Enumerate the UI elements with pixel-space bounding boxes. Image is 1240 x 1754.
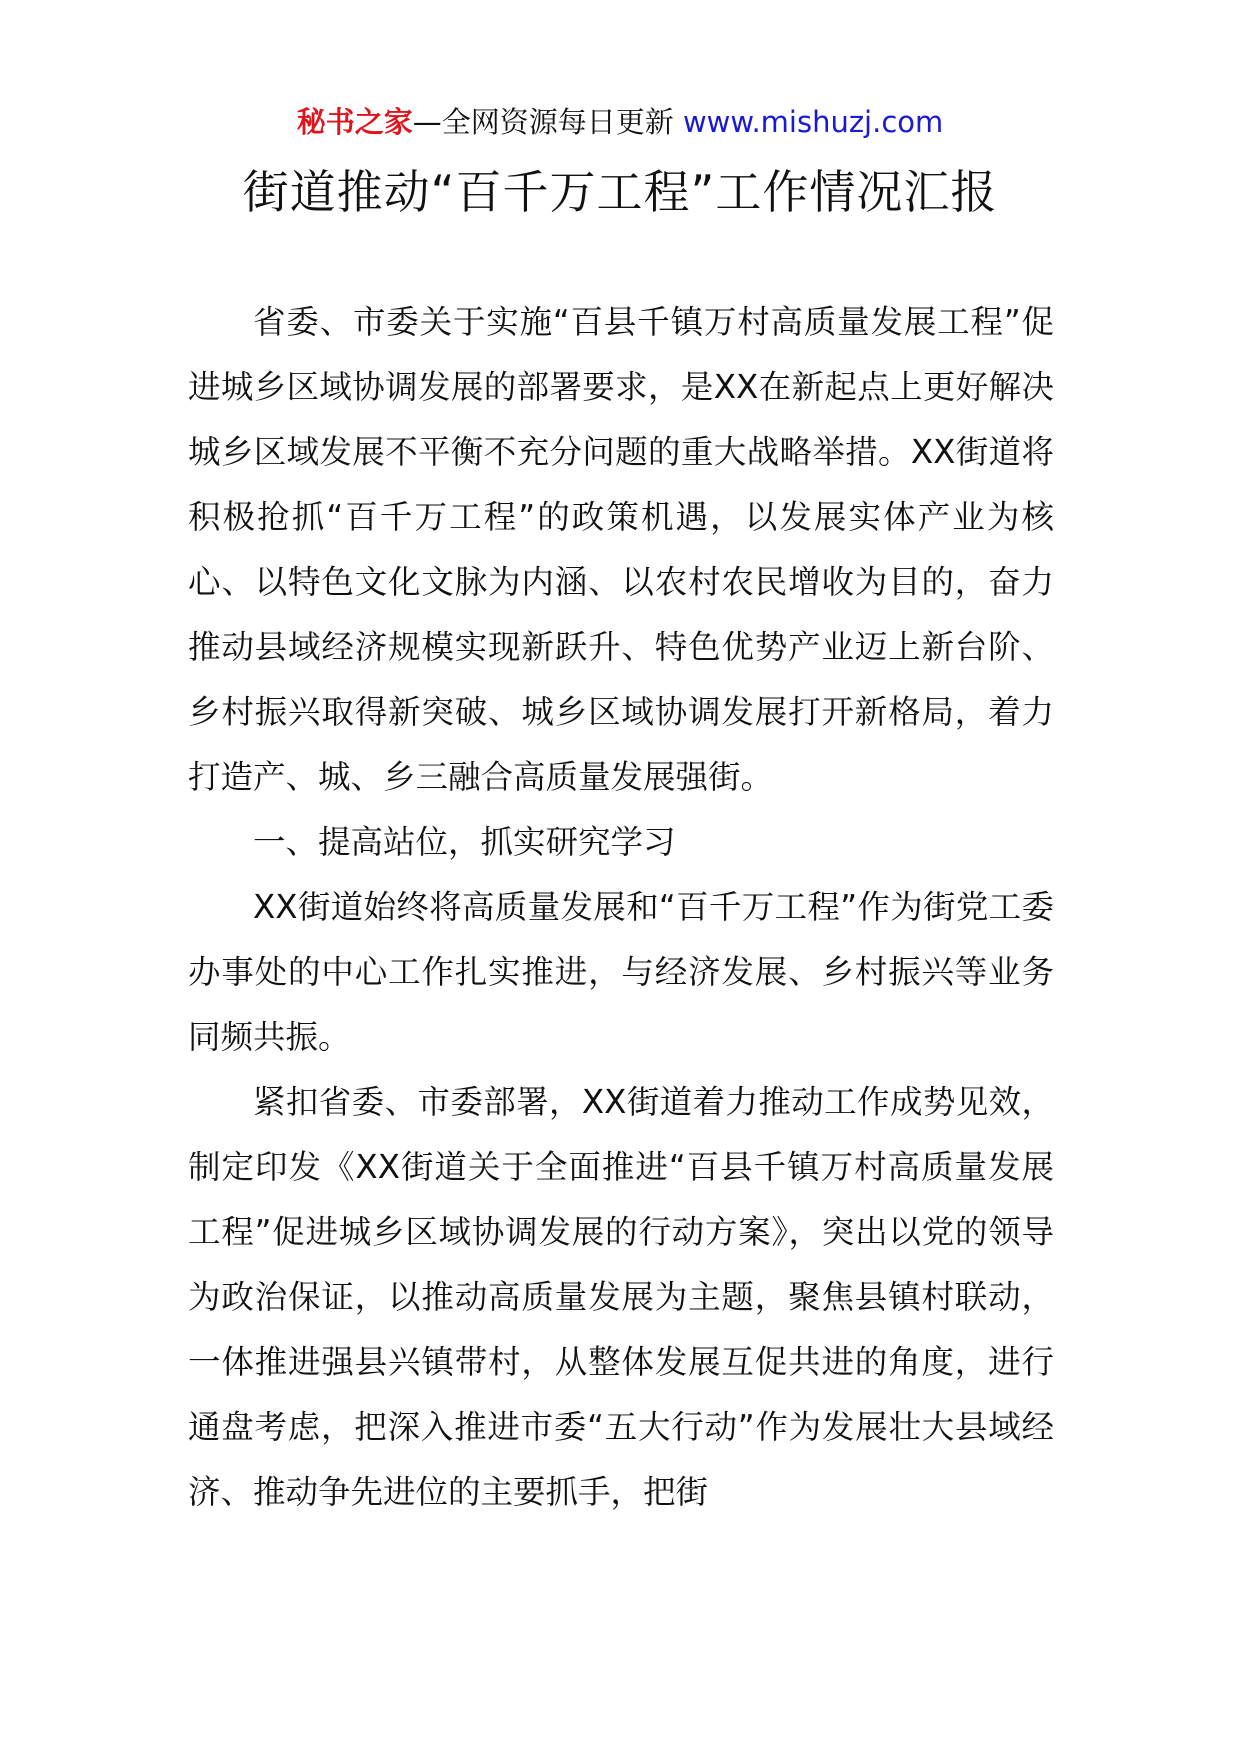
site-url-link[interactable]: www.mishuzj.com — [682, 105, 944, 139]
section-heading-1: 一、提高站位，抓实研究学习 — [253, 823, 676, 861]
document-body — [188, 290, 1054, 1525]
header-tagline: —全网资源每日更新 — [412, 105, 674, 139]
paragraph-intro: 省委、市委关于实施“百县千镇万村高质量发展工程”促进城乡区域协调发展的部署要求，是XX在新起点上更好解决城乡区域发展不平衡不充分问题的重大战略举措。XX街道将积极抢抓“百千万工程”的政策机遇，以发展实体产业为核心、以特色文化文脉为内涵、以农村农民增收为目的，奋力推动县域经济规模实现新跃升、特色优势产业迈上新台阶、乡村振兴取得新突破、城乡区域协调发展打开新格局，着力打造产、城、乡三融合高质量发展强街。 — [188, 303, 1054, 796]
brand-name: 秘书之家 — [296, 105, 413, 139]
watermark-header — [0, 100, 1240, 144]
paragraph-section-1-a: XX街道始终将高质量发展和“百千万工程”作为街党工委办事处的中心工作扎实推进，与经济发展、乡村振兴等业务同频共振。 — [188, 888, 1054, 1056]
paragraph-section-1-b: 紧扣省委、市委部署，XX街道着力推动工作成势见效，制定印发《XX街道关于全面推进“百县千镇万村高质量发展工程”促进城乡区域协调发展的行动方案》，突出以党的领导为政治保证，以推动高质量发展为主题，聚焦县镇村联动，一体推进强县兴镇带村，从整体发展互促共进的角度，进行通盘考虑，把深入推进市委“五大行动”作为发展壮大县域经济、推动争先进位的主要抓手，把街 — [188, 1083, 1054, 1511]
document-title: 街道推动“百千万工程”工作情况汇报 — [242, 165, 998, 219]
